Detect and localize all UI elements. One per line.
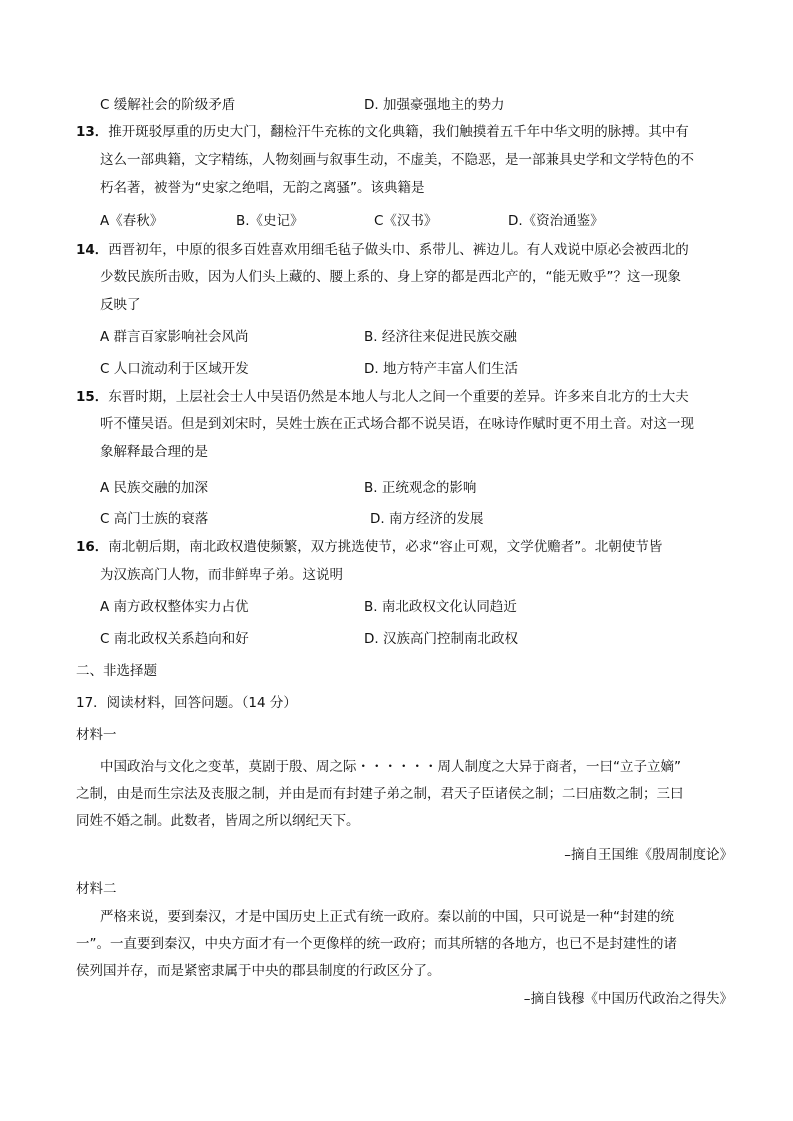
section-heading-non-choice: 二、非选择题 [76, 663, 157, 679]
q13-line-2: 这么一部典籍，文字精练，人物刻画与叙事生动，不虚美，不隐恶，是一部兼具史学和文学特色的不 [100, 152, 694, 168]
q14-option-d: D. 地方特产丰富人们生活 [364, 361, 518, 377]
q16-option-d: D. 汉族高门控制南北政权 [364, 631, 518, 647]
q16-line-1: 16．南北朝后期，南北政权遣使频繁，双方挑选使节，必求“容止可观，文学优赡者”。北朝使节皆 [76, 539, 663, 555]
q15-option-b: B. 正统观念的影响 [364, 480, 477, 496]
q13-option-c: C《汉书》 [374, 213, 438, 229]
q14-option-c: C 人口流动利于区域开发 [100, 361, 249, 377]
q14-line-1: 14．西晋初年，中原的很多百姓喜欢用细毛毡子做头巾、系带儿、裤边儿。有人戏说中原必会被西北的 [76, 242, 689, 258]
q16-number: 16． [76, 539, 109, 555]
material-1-line-2: 之制，由是而生宗法及丧服之制，并由是而有封建子弟之制，君天子臣诸侯之制；二曰庙数之制；三曰 [76, 786, 684, 802]
material-1-line-1: 中国政治与文化之变革，莫剧于殷、周之际・・・・・・周人制度之大异于商者，一曰“立子立嫡” [100, 759, 681, 775]
q16-line-2: 为汉族高门人物，而非鲜卑子弟。这说明 [100, 567, 343, 583]
q17-title: 17．阅读材料，回答问题。（14 分） [76, 695, 297, 711]
q13-line-1: 13．推开斑驳厚重的历史大门，翻检汗牛充栋的文化典籍，我们触摸着五千年中华文明的脉搏。其中有 [76, 124, 689, 140]
q14-option-b: B. 经济往来促进民族交融 [364, 329, 517, 345]
q16-option-a: A 南方政权整体实力占优 [100, 599, 249, 615]
q15-number: 15． [76, 389, 109, 405]
q14-option-a: A 群言百家影响社会风尚 [100, 329, 249, 345]
q13-number: 13． [76, 124, 109, 140]
material-2-line-1: 严格来说，要到秦汉，才是中国历史上正式有统一政府。秦以前的中国，只可说是一种“封建的统 [100, 909, 674, 925]
q15-line-3: 象解释最合理的是 [100, 444, 208, 460]
q14-line-3: 反映了 [100, 297, 141, 313]
q16-option-c: C 南北政权关系趋向和好 [100, 631, 249, 647]
q16-option-b: B. 南北政权文化认同趋近 [364, 599, 517, 615]
material-2-source: –摘自钱穆《中国历代政治之得失》 [523, 991, 733, 1007]
material-1-line-3: 同姓不婚之制。此数者，皆周之所以纲纪天下。 [76, 813, 360, 829]
material-1-source: –摘自王国维《殷周制度论》 [564, 847, 733, 863]
material-2-label: 材料二 [76, 881, 117, 897]
q15-line-2: 听不懂吴语。但是到刘宋时，吴姓士族在正式场合都不说吴语，在咏诗作赋时更不用土音。对这一现 [100, 416, 694, 432]
material-1-label: 材料一 [76, 727, 117, 743]
q15-option-c: C 高门士族的衰落 [100, 511, 209, 527]
q13-option-d: D.《资治通鉴》 [508, 213, 604, 229]
q13-option-a: A《春秋》 [100, 213, 164, 229]
q13-line-3: 朽名著，被誉为“史家之绝唱，无韵之离骚”。该典籍是 [100, 180, 425, 196]
q12-option-c: C 缓解社会的阶级矛盾 [100, 97, 236, 113]
q14-line-2: 少数民族所击败，因为人们头上藏的、腰上系的、身上穿的都是西北产的，“能无败乎”？这一现象 [100, 269, 681, 285]
q15-option-a: A 民族交融的加深 [100, 480, 209, 496]
material-2-line-2: 一”。一直要到秦汉，中央方面才有一个更像样的统一政府；而其所辖的各地方，也已不是封建性的诸 [76, 936, 677, 952]
q15-line-1: 15．东晋时期，上层社会士人中吴语仍然是本地人与北人之间一个重要的差异。许多来自北方的士大夫 [76, 389, 689, 405]
q13-option-b: B.《史记》 [236, 213, 304, 229]
q14-number: 14． [76, 242, 109, 258]
q15-option-d: D. 南方经济的发展 [370, 511, 484, 527]
material-2-line-3: 侯列国并存，而是紧密隶属于中央的郡县制度的行政区分了。 [76, 963, 441, 979]
q12-option-d: D. 加强豪强地主的势力 [364, 97, 505, 113]
